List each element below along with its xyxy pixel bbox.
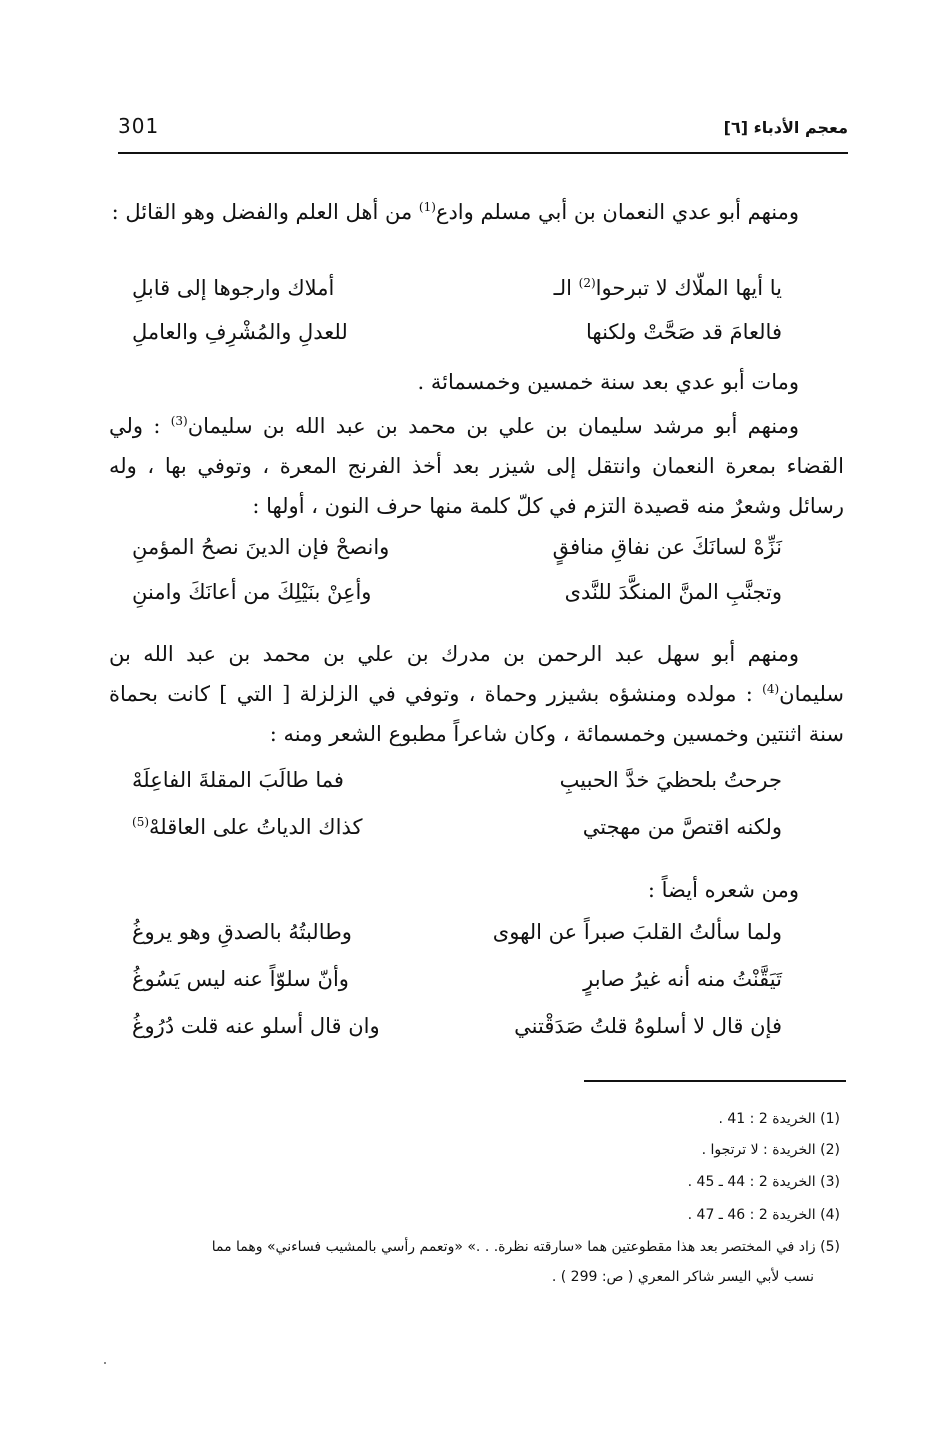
footnote-5-continued: نسب لأبي اليسر شاكر المعري ( ص: 299 ) . [551, 1269, 814, 1285]
footnote-ref-3: (3) [170, 414, 188, 428]
verse-4-second-hemistich: وأعِنْ بنَيْلِكَ من أعانَكَ وامننِ [132, 580, 372, 604]
verse-6-first-hemistich: ولكنه اقتصَّ من مهجتي [582, 815, 782, 839]
footnote-5: (5) زاد في المختصر بعد هذا مقطوعتين هما «سارقته نظرة. . .» «وتعمم رأسي بالمشيب فساءني» وهما مما [211, 1239, 840, 1255]
verse-3-second-hemistich: وانصحْ فإن الدينَ نصحُ المؤمنِ [132, 535, 390, 559]
page-header [118, 112, 848, 154]
verse-1-second-hemistich: أملاك وارجوها إلى قابلِ [132, 276, 335, 300]
verse-7-second-hemistich: وطالبتُهُ بالصدقِ وهو يروغُ [132, 920, 352, 944]
scan-speck [104, 1362, 106, 1364]
footnote-ref-5: (5) [132, 815, 150, 829]
footnote-ref-1: (1) [418, 200, 436, 214]
verse-5-second-hemistich: فما طالَبَ المقلةَ الفاعِلَهْ [132, 768, 344, 792]
verse-4-first-hemistich: وتجنَّبِ المنَّ المنكَّدَ للنَّدى [564, 580, 782, 604]
footnote-4: (4) الخريدة 2 : 46 ـ 47 . [687, 1207, 840, 1223]
footnote-ref-2: (2) [578, 276, 596, 290]
paragraph-abu-murshid: ومنهم أبو مرشد سليمان بن علي بن محمد بن عبد الله بن سليمان$^{(3)}$ : ولي القضاء بمعرة النعمان وانتقل إلى شيزر بعد أخذ الفرنج المعرة ، وتوفي بها ، وله رسائل وشعرٌ منه قصيدة التزم في كلّ كلمة منها حرف النون ، أولها : [109, 414, 844, 518]
verse-9-second-hemistich: وان قال أسلو عنه قلت دُرُوغُ [132, 1014, 380, 1038]
book-title: معجم الأدباء [٦] [723, 118, 848, 137]
verse-7-first-hemistich: ولما سألتُ القلبَ صبراً عن الهوى [492, 920, 782, 944]
footnote-1: (1) الخريدة 2 : 41 . [718, 1111, 840, 1127]
footnote-divider [584, 1080, 846, 1082]
verse-9-first-hemistich: فإن قال لا أسلوهُ قلتُ صَدَقْتني [514, 1014, 782, 1038]
paragraph-abu-adi: ومنهم أبو عدي النعمان بن أبي مسلم وادع$^{(1)}$ من أهل العلم والفضل وهو القائل : [111, 200, 799, 224]
paragraph-death-note: ومات أبو عدي بعد سنة خمسين وخمسمائة . [417, 370, 799, 394]
verse-3-first-hemistich: نَزِّهْ لسانَكَ عن نفاقِ منافقٍ [552, 535, 782, 559]
footnote-2: (2) الخريدة : لا ترتجوا . [701, 1142, 840, 1158]
verse-2-first-hemistich: فالعامَ قد صَحَّتْ ولكنها [585, 320, 782, 344]
footnote-ref-4: (4) [762, 682, 780, 696]
page-number: 301 [118, 114, 160, 138]
verse-8-second-hemistich: وأنّ سلوّاً عنه ليس يَسُوغُ [132, 967, 349, 991]
footnote-3: (3) الخريدة 2 : 44 ـ 45 . [687, 1174, 840, 1190]
verse-2-second-hemistich: للعدلِ والمُشْرِفِ والعاملِ [132, 320, 348, 344]
verse-5-first-hemistich: جرحتُ بلحظيَ خدَّ الحبيبِ [559, 768, 782, 792]
verse-1-first-hemistich: يا أيها الملّاك لا تبرحوا$^{(2)}$ الـ [553, 276, 782, 300]
paragraph-more-poetry: ومن شعره أيضاً : [647, 878, 799, 902]
paragraph-abu-sahl: ومنهم أبو سهل عبد الرحمن بن مدرك بن علي بن محمد بن عبد الله بن سليمان$^{(4)}$ : مولده ومنشؤه بشيزر وحماة ، وتوفي في الزلزلة [ التي ] كانت بحماة سنة اثنتين وخمسين وخمسمائة ، وكان شاعراً مطبوع الشعر ومنه : [109, 642, 844, 746]
verse-8-first-hemistich: تَيَقَّنْتُ منه أنه غيرُ صابرٍ [583, 967, 782, 991]
verse-6-second-hemistich: كذاك الدياتُ على العاقلهْ$^{(5)}$ [132, 815, 363, 839]
